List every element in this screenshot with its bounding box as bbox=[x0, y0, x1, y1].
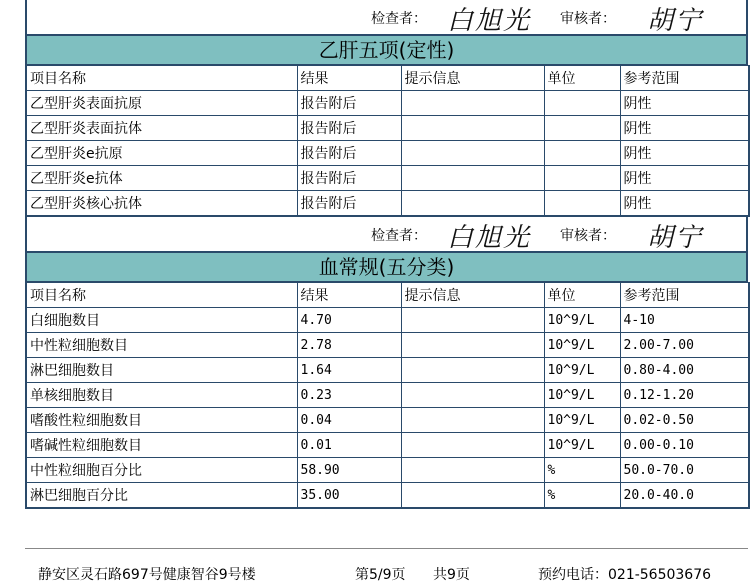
section-title: 血常规(五分类) bbox=[25, 251, 748, 282]
table-cell: 阴性 bbox=[620, 116, 749, 141]
table-cell bbox=[401, 433, 544, 458]
table-cell: 10^9/L bbox=[544, 308, 620, 333]
inspector-label: 检查者： bbox=[371, 11, 427, 27]
column-header: 单位 bbox=[544, 66, 620, 91]
table-cell: 淋巴细胞数目 bbox=[26, 358, 297, 383]
column-header: 提示信息 bbox=[401, 66, 544, 91]
table-row bbox=[26, 408, 749, 433]
table-row bbox=[26, 116, 749, 141]
table-cell bbox=[401, 91, 544, 116]
table-cell: 报告附后 bbox=[297, 91, 401, 116]
column-header: 参考范围 bbox=[620, 283, 749, 308]
reviewer-signature: 胡宁 bbox=[647, 223, 704, 253]
table-cell: 阴性 bbox=[620, 191, 749, 217]
table-row bbox=[26, 91, 749, 116]
table-cell: 乙型肝炎核心抗体 bbox=[26, 191, 297, 217]
table-cell: 10^9/L bbox=[544, 383, 620, 408]
table-cell: 报告附后 bbox=[297, 166, 401, 191]
table-cell: 0.80-4.00 bbox=[620, 358, 749, 383]
table-cell: 0.23 bbox=[297, 383, 401, 408]
table-cell: 乙型肝炎表面抗体 bbox=[26, 116, 297, 141]
table-row bbox=[26, 383, 749, 408]
table-cell: % bbox=[544, 458, 620, 483]
table-cell: 58.90 bbox=[297, 458, 401, 483]
column-header: 项目名称 bbox=[26, 283, 297, 308]
table-cell bbox=[401, 333, 544, 358]
footer-page-number: 第5/9页 bbox=[355, 567, 406, 583]
results-table bbox=[25, 282, 750, 509]
report-page bbox=[25, 0, 748, 509]
table-cell bbox=[401, 166, 544, 191]
table-cell: 10^9/L bbox=[544, 433, 620, 458]
table-cell: 0.01 bbox=[297, 433, 401, 458]
table-row bbox=[26, 483, 749, 509]
table-cell bbox=[401, 483, 544, 509]
signature-row bbox=[25, 0, 748, 34]
footer-address: 静安区灵石路697号健康智谷9号楼 bbox=[38, 567, 256, 583]
table-cell: 乙型肝炎表面抗原 bbox=[26, 91, 297, 116]
table-cell: 0.00-0.10 bbox=[620, 433, 749, 458]
table-cell: 阴性 bbox=[620, 91, 749, 116]
inspector-signature: 白旭光 bbox=[447, 223, 532, 253]
reviewer-label: 审核者： bbox=[560, 11, 616, 27]
table-cell: % bbox=[544, 483, 620, 509]
table-cell bbox=[401, 141, 544, 166]
table-cell bbox=[544, 91, 620, 116]
table-cell: 50.0-70.0 bbox=[620, 458, 749, 483]
table-cell bbox=[401, 308, 544, 333]
table-cell bbox=[544, 191, 620, 217]
table-header-row bbox=[26, 66, 749, 91]
column-header: 项目名称 bbox=[26, 66, 297, 91]
results-table bbox=[25, 65, 750, 217]
table-cell bbox=[401, 191, 544, 217]
table-cell: 10^9/L bbox=[544, 358, 620, 383]
table-cell: 嗜碱性粒细胞数目 bbox=[26, 433, 297, 458]
column-header: 参考范围 bbox=[620, 66, 749, 91]
table-row bbox=[26, 141, 749, 166]
table-cell: 阴性 bbox=[620, 141, 749, 166]
table-cell: 4-10 bbox=[620, 308, 749, 333]
table-cell: 乙型肝炎e抗体 bbox=[26, 166, 297, 191]
table-cell: 0.02-0.50 bbox=[620, 408, 749, 433]
table-row bbox=[26, 458, 749, 483]
table-cell bbox=[401, 458, 544, 483]
table-cell: 0.12-1.20 bbox=[620, 383, 749, 408]
table-cell bbox=[401, 408, 544, 433]
footer-divider bbox=[25, 548, 748, 549]
footer-phone: 预约电话：021-56503676 bbox=[538, 567, 712, 583]
table-cell: 2.78 bbox=[297, 333, 401, 358]
table-cell: 单核细胞数目 bbox=[26, 383, 297, 408]
column-header: 结果 bbox=[297, 283, 401, 308]
table-cell: 报告附后 bbox=[297, 141, 401, 166]
column-header: 单位 bbox=[544, 283, 620, 308]
table-row bbox=[26, 191, 749, 217]
reviewer-label: 审核者： bbox=[560, 228, 616, 244]
table-row bbox=[26, 333, 749, 358]
table-cell bbox=[401, 358, 544, 383]
table-cell: 10^9/L bbox=[544, 408, 620, 433]
table-row bbox=[26, 308, 749, 333]
table-cell: 乙型肝炎e抗原 bbox=[26, 141, 297, 166]
signature-row bbox=[25, 217, 748, 251]
table-cell: 20.0-40.0 bbox=[620, 483, 749, 509]
table-cell bbox=[544, 116, 620, 141]
table-cell: 中性粒细胞数目 bbox=[26, 333, 297, 358]
table-row bbox=[26, 433, 749, 458]
table-cell bbox=[544, 166, 620, 191]
table-cell: 白细胞数目 bbox=[26, 308, 297, 333]
section-title: 乙肝五项(定性) bbox=[25, 34, 748, 65]
reviewer-signature: 胡宁 bbox=[647, 6, 704, 36]
table-cell: 0.04 bbox=[297, 408, 401, 433]
table-cell: 报告附后 bbox=[297, 191, 401, 217]
footer-total-pages: 共9页 bbox=[433, 567, 470, 583]
table-cell: 中性粒细胞百分比 bbox=[26, 458, 297, 483]
column-header: 结果 bbox=[297, 66, 401, 91]
table-cell bbox=[401, 116, 544, 141]
table-cell: 嗜酸性粒细胞数目 bbox=[26, 408, 297, 433]
inspector-signature: 白旭光 bbox=[447, 6, 532, 36]
table-cell bbox=[401, 383, 544, 408]
table-cell: 报告附后 bbox=[297, 116, 401, 141]
inspector-label: 检查者： bbox=[371, 228, 427, 244]
table-cell: 1.64 bbox=[297, 358, 401, 383]
table-cell: 淋巴细胞百分比 bbox=[26, 483, 297, 509]
table-cell: 4.70 bbox=[297, 308, 401, 333]
table-row bbox=[26, 358, 749, 383]
table-cell: 10^9/L bbox=[544, 333, 620, 358]
table-header-row bbox=[26, 283, 749, 308]
table-cell: 阴性 bbox=[620, 166, 749, 191]
table-cell bbox=[544, 141, 620, 166]
column-header: 提示信息 bbox=[401, 283, 544, 308]
table-cell: 35.00 bbox=[297, 483, 401, 509]
table-row bbox=[26, 166, 749, 191]
table-cell: 2.00-7.00 bbox=[620, 333, 749, 358]
